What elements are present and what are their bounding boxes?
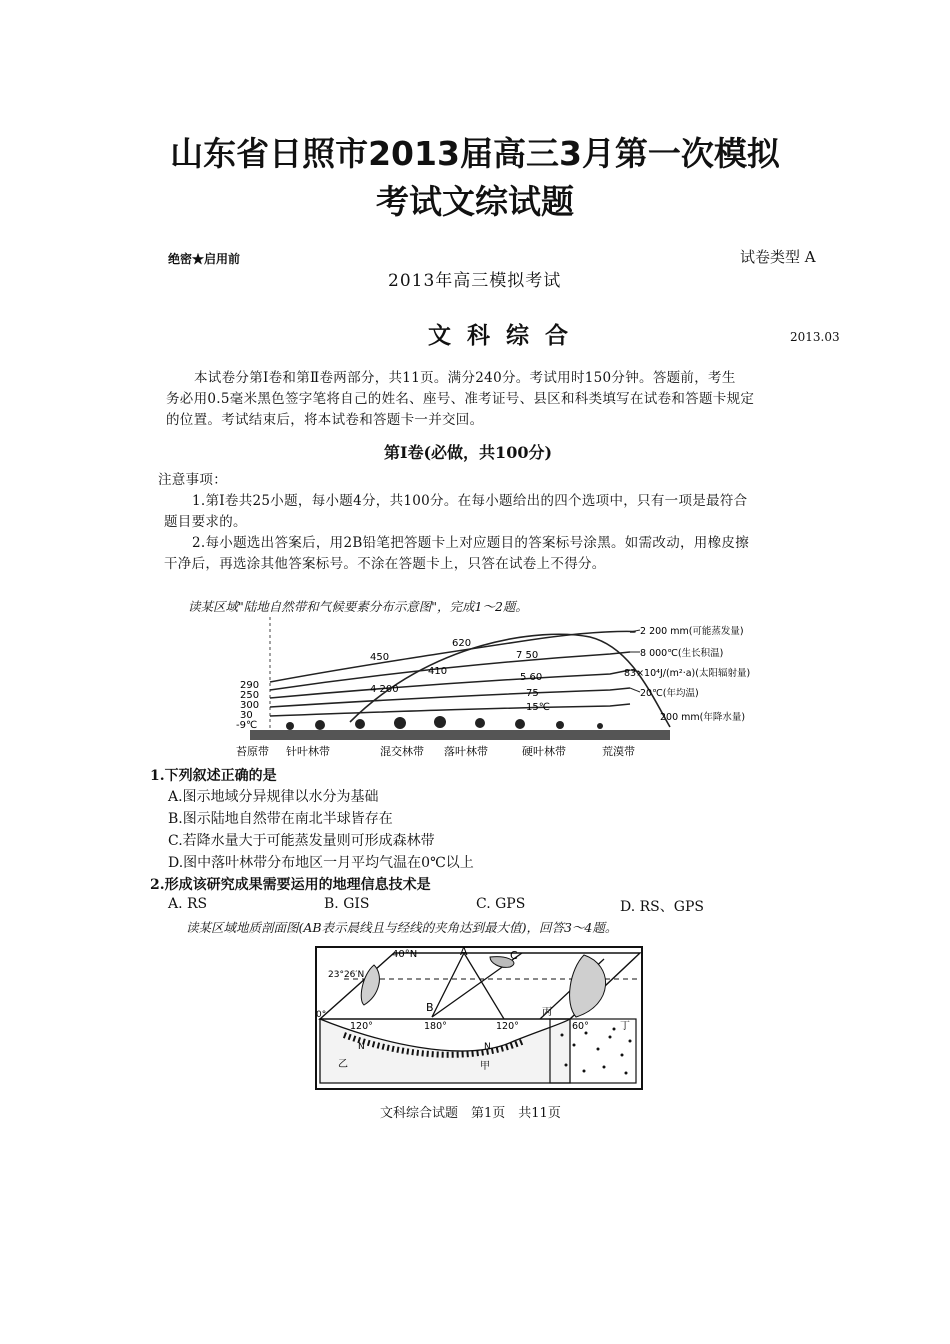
notes-block	[158, 470, 858, 575]
zone-label: 混交林带	[380, 745, 424, 758]
q2-option-c: C. GPS	[476, 896, 526, 912]
left-label: 300	[240, 700, 260, 711]
fig2-label: N	[484, 1042, 491, 1052]
zone-label: 针叶林带	[286, 745, 330, 758]
note-line: 2.每小题选出答案后，用2B铅笔把答题卡上对应题目的答案标号涂黑。如需改动，用橡皮擦	[192, 535, 749, 551]
q1-option-a: A.图示地域分异规律以水分为基础	[168, 789, 379, 805]
q2-option-d: D. RS、GPS	[620, 899, 704, 915]
zone-label: 硬叶林带	[522, 745, 566, 758]
fig2-label: A	[460, 945, 468, 958]
fig2-label: 丁	[620, 1021, 630, 1032]
right-label: 8 000℃(生长积温)	[640, 648, 724, 659]
note-line: 1.第Ⅰ卷共25小题，每小题4分，共100分。在每小题给出的四个选项中，只有一项是最符合	[192, 493, 748, 509]
fig2-label: 120°	[496, 1021, 519, 1032]
figure1-diagram	[230, 612, 790, 762]
curve-label: 5 60	[520, 672, 543, 683]
curve-label: 620	[452, 638, 472, 649]
fig2-label: 甲	[480, 1061, 490, 1072]
q1-option-d: D.图中落叶林带分布地区一月平均气温在0℃以上	[168, 855, 474, 871]
intro-line: 本试卷分第Ⅰ卷和第Ⅱ卷两部分，共11页。满分240分。考试用时150分钟。答题前，考生	[194, 370, 736, 386]
curve-label: 410	[428, 666, 448, 677]
document-title-line1: 山东省日照市2013届高三3月第一次模拟	[170, 134, 780, 173]
zone-label: 落叶林带	[444, 745, 488, 758]
exam-date: 2013.03	[790, 330, 840, 344]
left-label: 30	[240, 710, 253, 721]
fig2-label: 40°N	[392, 949, 418, 960]
curve-label: 4 200	[370, 684, 399, 695]
notes-label: 注意事项：	[158, 472, 227, 488]
fig2-label: 乙	[338, 1059, 348, 1070]
intro-paragraph	[166, 368, 856, 431]
secret-label: 绝密★启用前	[168, 252, 241, 266]
curve-label: 75	[526, 688, 539, 699]
right-label: 83×10⁴J/(m²·a)(太阳辐射量)	[624, 668, 751, 679]
q1-option-c: C.若降水量大于可能蒸发量则可形成森林带	[168, 833, 435, 849]
fig2-label: N	[358, 1042, 365, 1052]
exam-name: 2013年高三模拟考试	[388, 271, 562, 291]
subject-title: 文 科 综 合	[428, 322, 573, 349]
note-line: 题目要求的。	[164, 514, 247, 530]
q2-option-a: A. RS	[168, 896, 208, 912]
fig2-label: C	[510, 949, 518, 962]
right-label: 2 200 mm(可能蒸发量)	[640, 626, 744, 637]
intro-line: 的位置。考试结束后，将本试卷和答题卡一并交回。	[166, 412, 484, 428]
q2-option-b: B. GIS	[324, 896, 370, 912]
section-title: 第Ⅰ卷(必做，共100分)	[384, 443, 553, 462]
fig2-label: 0°	[316, 1010, 327, 1020]
fig2-label: 丙	[542, 1007, 552, 1018]
fig2-label: 60°	[572, 1021, 589, 1032]
fig2-label: 120°	[350, 1021, 373, 1032]
document-title-line2: 考试文综试题	[376, 182, 574, 221]
fig2-label: B	[426, 1001, 434, 1014]
paper-type: 试卷类型 A	[740, 248, 816, 266]
left-label: 250	[240, 690, 260, 701]
zone-label: 苔原带	[236, 745, 269, 758]
curve-label: 450	[370, 652, 390, 663]
q1-stem: 1.下列叙述正确的是	[150, 768, 277, 784]
right-label: 20℃(年均温)	[640, 688, 699, 699]
figure1-caption: 读某区域"陆地自然带和气候要素分布示意图"，完成1～2题。	[188, 599, 528, 614]
zone-label: 荒漠带	[602, 745, 635, 758]
intro-line: 务必用0.5毫米黑色签字笔将自己的姓名、座号、准考证号、县区和科类填写在试卷和答题卡规定	[166, 391, 755, 407]
right-label: 200 mm(年降水量)	[660, 712, 746, 723]
figure2-caption: 读某区域地质剖面图(AB表示晨线且与经线的夹角达到最大值)，回答3～4题。	[186, 920, 618, 935]
q1-option-b: B.图示陆地自然带在南北半球皆存在	[168, 811, 393, 827]
curve-label: 7 50	[516, 650, 539, 661]
left-label: -9℃	[236, 720, 258, 731]
figure2-diagram	[314, 945, 644, 1095]
curve-label: 15℃	[526, 702, 550, 713]
left-label: 290	[240, 680, 260, 691]
fig2-label: 23°26′N	[328, 970, 365, 980]
fig2-label: 180°	[424, 1021, 447, 1032]
q2-stem: 2.形成该研究成果需要运用的地理信息技术是	[150, 877, 431, 893]
page-footer: 文科综合试题 第1页 共11页	[380, 1106, 561, 1121]
note-line: 干净后，再选涂其他答案标号。不涂在答题卡上，只答在试卷上不得分。	[164, 556, 606, 572]
